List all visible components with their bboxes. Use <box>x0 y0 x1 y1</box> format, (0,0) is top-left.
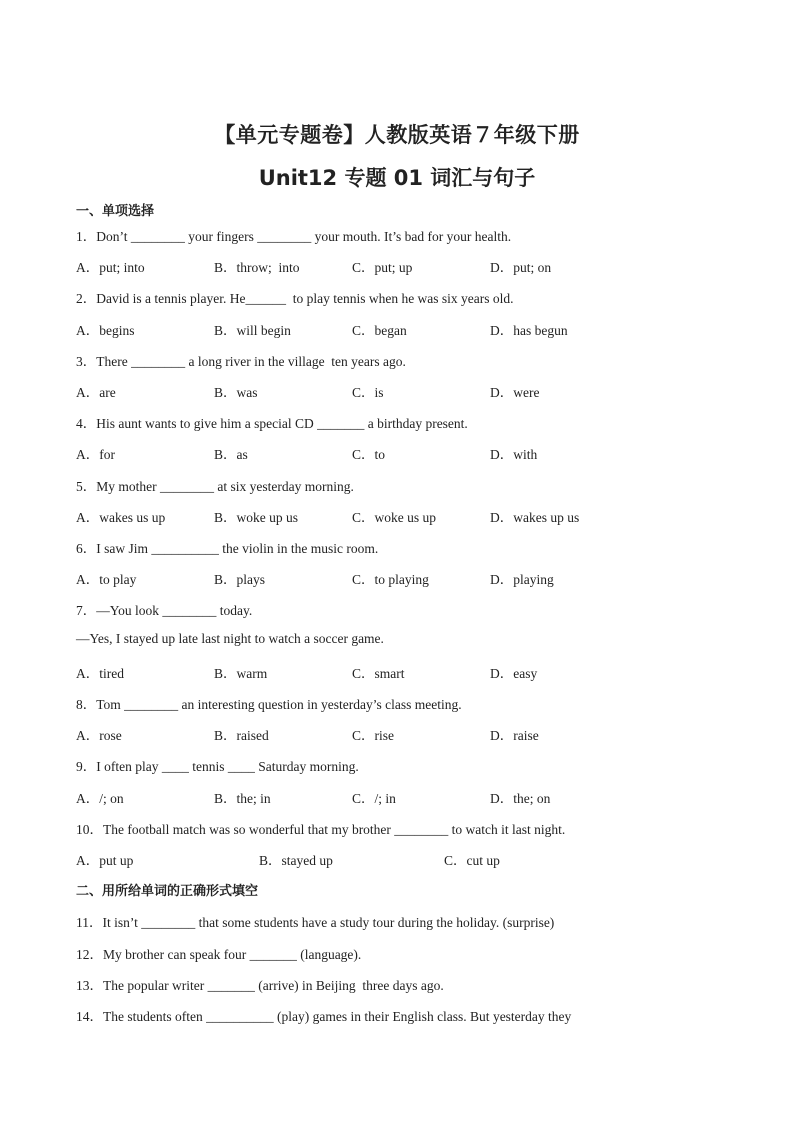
question-7: 7．—You look ________ today. <box>76 603 253 618</box>
question-3: 3．There ________ a long river in the village ten years ago. <box>76 354 406 369</box>
option-c: C．is <box>352 385 384 400</box>
option-b: B．warm <box>214 666 268 681</box>
option-a: A．to play <box>76 572 137 587</box>
option-d: D．raise <box>490 728 539 743</box>
question-4-options <box>76 443 756 463</box>
question-1: 1．Don’t ________ your fingers ________ your mouth. It’s bad for your health. <box>76 229 512 244</box>
question-6: 6．I saw Jim __________ the violin in the music room. <box>76 541 379 556</box>
question-7-dialogue: —Yes, I stayed up late last night to watch a soccer game. <box>76 631 384 646</box>
question-12: 12．My brother can speak four _______ (language). <box>76 947 362 962</box>
question-2: 2．David is a tennis player. He______ to play tennis when he was six years old. <box>76 291 514 306</box>
document-title: 【单元专题卷】人教版英语７年级下册 <box>214 123 580 147</box>
option-d: D．wakes up us <box>490 510 580 525</box>
option-b: B．raised <box>214 728 269 743</box>
section-heading-single-choice: 一、单项选择 <box>76 204 155 219</box>
question-5: 5．My mother ________ at six yesterday morning. <box>76 479 354 494</box>
option-c: C．woke us up <box>352 510 436 525</box>
option-b: B．as <box>214 447 248 462</box>
option-c: C．began <box>352 323 407 338</box>
question-10: 10．The football match was so wonderful that my brother ________ to watch it last night. <box>76 822 566 837</box>
option-d: D．easy <box>490 666 538 681</box>
question-3-options <box>76 381 756 401</box>
option-d: D．were <box>490 385 540 400</box>
option-c: C．cut up <box>444 853 500 868</box>
option-a: A．wakes us up <box>76 510 166 525</box>
option-a: A．rose <box>76 728 122 743</box>
option-c: C．to <box>352 447 386 462</box>
option-b: B．was <box>214 385 258 400</box>
option-c: C．smart <box>352 666 405 681</box>
question-4: 4．His aunt wants to give him a special CD _______ a birthday present. <box>76 416 468 431</box>
question-9: 9．I often play ____ tennis ____ Saturday morning. <box>76 759 359 774</box>
option-d: D．the; on <box>490 791 551 806</box>
option-c: C．rise <box>352 728 394 743</box>
option-a: A．for <box>76 447 115 462</box>
option-b: B．woke up us <box>214 510 298 525</box>
option-a: A．put up <box>76 853 134 868</box>
question-8: 8．Tom ________ an interesting question in yesterday’s class meeting. <box>76 697 462 712</box>
option-c: C．/; in <box>352 791 396 806</box>
question-14: 14．The students often __________ (play) games in their English class. But yesterday they <box>76 1009 572 1024</box>
question-2-options <box>76 319 756 339</box>
option-c: C．to playing <box>352 572 429 587</box>
option-b: B．will begin <box>214 323 291 338</box>
option-a: A．put; into <box>76 260 145 275</box>
option-b: B．throw; into <box>214 260 300 275</box>
section-heading-fill-blanks: 二、用所给单词的正确形式填空 <box>76 884 259 899</box>
question-8-options <box>76 724 756 744</box>
question-9-options <box>76 787 756 807</box>
question-1-options <box>76 256 756 276</box>
option-b: B．plays <box>214 572 266 587</box>
option-c: C．put; up <box>352 260 413 275</box>
option-b: B．stayed up <box>259 853 333 868</box>
option-a: A．begins <box>76 323 135 338</box>
option-d: D．put; on <box>490 260 552 275</box>
option-a: A．are <box>76 385 116 400</box>
option-a: A．/; on <box>76 791 124 806</box>
option-a: A．tired <box>76 666 124 681</box>
question-5-options <box>76 506 756 526</box>
question-13: 13．The popular writer _______ (arrive) in Beijing three days ago. <box>76 978 444 993</box>
question-7-options <box>76 662 756 682</box>
option-b: B．the; in <box>214 791 271 806</box>
question-10-options <box>76 849 756 869</box>
option-d: D．has begun <box>490 323 568 338</box>
question-11: 11．It isn’t ________ that some students have a study tour during the holiday. (surprise) <box>76 915 555 930</box>
option-d: D．playing <box>490 572 554 587</box>
document-subtitle: Unit12 专题 01 词汇与句子 <box>258 166 536 190</box>
question-6-options <box>76 568 756 588</box>
option-d: D．with <box>490 447 538 462</box>
